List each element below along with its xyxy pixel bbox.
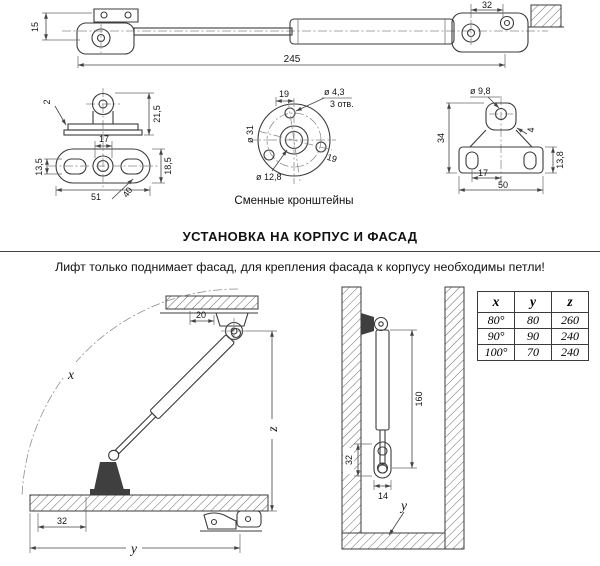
dim-21-5-label: 21,5 (152, 105, 162, 123)
install-open-view (22, 289, 280, 556)
dim-13-8-label: 13,8 (555, 151, 565, 169)
angle-x-label: x (68, 367, 74, 382)
col-z: z (552, 292, 589, 313)
flange-front-view (245, 87, 354, 184)
dim-12-8-label: ø 12,8 (256, 172, 282, 182)
dim-245-label: 245 (283, 54, 301, 65)
hinge-drawing (200, 511, 262, 531)
dim-160-label: 160 (414, 391, 424, 407)
bracket-side-view (42, 88, 162, 140)
dim-17-label: 17 (98, 134, 110, 144)
dim-17-label: 17 (477, 168, 489, 178)
spec-table-row: 90° 90 240 (478, 329, 589, 345)
dim-50-label: 50 (497, 180, 509, 190)
dim-32-label: 32 (56, 516, 68, 526)
spec-table-header-row (478, 292, 589, 313)
cylinder-body (290, 19, 454, 44)
dim-14-label: 14 (377, 491, 389, 501)
left-mount-plate (77, 23, 134, 54)
dim-hole-label: ø 4,3 (324, 87, 345, 97)
dim-y-label: y (401, 498, 407, 513)
dim-19-top-label: 19 (278, 89, 290, 99)
strut-open (106, 326, 244, 464)
holes-count-label: 3 отв. (330, 99, 354, 109)
warning-text: Лифт только поднимает фасад, для крепления фасада к корпусу необходимы петли! (55, 260, 545, 274)
cabinet-base (30, 495, 268, 511)
facade-closed (445, 287, 464, 549)
dim-31-label: ø 31 (245, 124, 255, 144)
col-y: y (515, 292, 552, 313)
facade-panel-open (166, 296, 258, 309)
top-mount (361, 313, 374, 335)
cabinet-side-wall (342, 287, 361, 533)
bracket-right-view (436, 86, 565, 194)
dim-2-label: 2 (42, 99, 52, 105)
bracket-top-view (34, 134, 173, 202)
slot-left (466, 152, 478, 169)
brackets-caption: Сменные кронштейны (234, 195, 354, 207)
strut-assembly-drawing (30, 0, 564, 68)
install-closed-view (342, 287, 464, 549)
spec-table (477, 291, 589, 361)
slot-left (64, 159, 86, 174)
dim-51-label: 51 (90, 192, 102, 202)
dim-15-label: 15 (30, 21, 40, 33)
dim-32-label: 32 (481, 0, 493, 10)
section-divider (0, 251, 600, 252)
piston-rod (134, 28, 292, 35)
right-mount-plate (452, 13, 528, 52)
slot-right (524, 152, 536, 169)
facade-bracket (216, 313, 248, 326)
spec-table-row: 80° 80 260 (478, 313, 589, 329)
dim-9-8-label: ø 9,8 (470, 86, 491, 96)
swing-arc (22, 289, 238, 497)
dim-y-label: y (131, 541, 137, 556)
dim-z-label: z (265, 426, 280, 432)
dim-20-label: 20 (195, 310, 207, 320)
dim-32-label: 32 (344, 454, 354, 466)
col-x: x (478, 292, 515, 313)
wall-section-hatched (531, 5, 561, 27)
spec-table-row: 100° 70 240 (478, 345, 589, 361)
dim-34-label: 34 (436, 132, 446, 144)
strut-closed (376, 330, 389, 430)
dim-19-right-label: 19 (325, 151, 339, 165)
lower-mount (94, 462, 124, 490)
section-title: УСТАНОВКА НА КОРПУС И ФАСАД (182, 229, 418, 244)
dim-13-5-label: 13,5 (34, 158, 44, 176)
cabinet-bottom (342, 533, 445, 549)
dim-40-label: 40 (120, 185, 135, 200)
slot-right (121, 159, 143, 174)
dim-4-label: 4 (526, 127, 536, 133)
hole-2 (264, 150, 274, 160)
dim-18-5-label: 18,5 (163, 157, 173, 175)
